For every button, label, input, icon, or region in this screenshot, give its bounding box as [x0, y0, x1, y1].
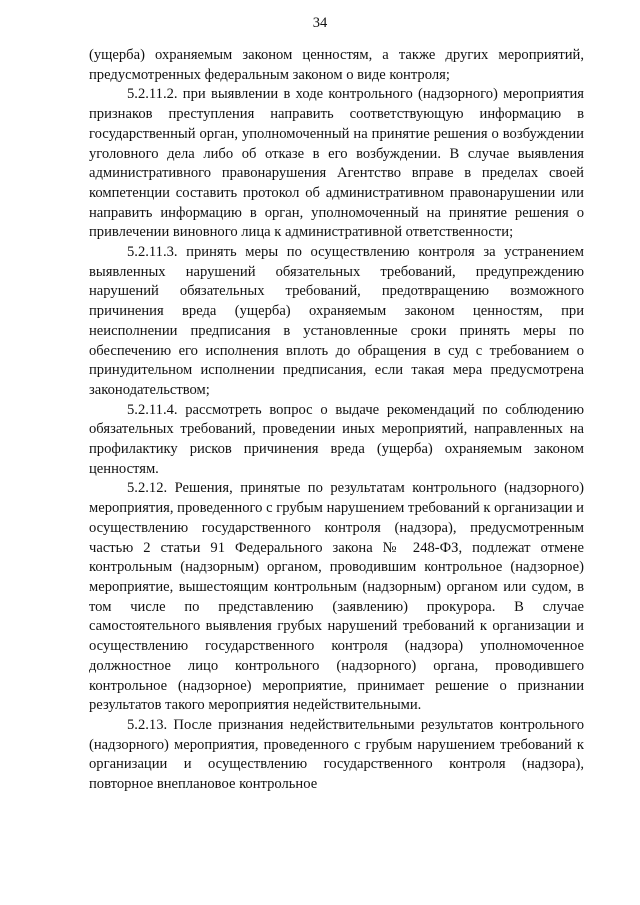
paragraph-5-2-11-3: 5.2.11.3. принять меры по осуществлению контроля за устранением выявленных нарушений обязательных требований, предупреждению нарушений обязательных требований, предотвращению возможного причинения вреда (ущерба) охраняемым законом ценностям, при неисполнении предписания в установленные сроки принять меры по обеспечению его исполнения вплоть до обращения в суд с требованием о принудительном исполнении предписания, если такая мера предусмотрена законодательством;	[89, 244, 584, 398]
page-number: 34	[312, 15, 328, 31]
paragraph-5-2-12: 5.2.12. Решения, принятые по результатам контрольного (надзорного) мероприятия, проведенного с грубым нарушением требований к организации и осуществлению государственного контроля (надзора), предусмотренным частью 2 статьи 91 Федерального закона № 248-ФЗ, подлежат отмене контрольным (надзорным) органом, проводившим контрольное (надзорное) мероприятие, вышестоящим контрольным (надзорным) органом или судом, в том числе по представлению (заявлению) прокурора. В случае самостоятельного выявления грубых нарушений требований к организации и осуществлению государственного контроля (надзора) уполномоченное должностное лицо контрольного (надзорного) органа, проводившего контрольное (надзорное) мероприятие, принимает решение о признании результатов такого мероприятия недействительными.	[89, 480, 584, 714]
paragraph-5-2-13: 5.2.13. После признания недействительными результатов контрольного (надзорного) мероприятия, проведенного с грубым нарушением требований к организации и осуществлению государственного контроля (надзора), повторное внеплановое контрольное	[89, 716, 584, 793]
body-text	[89, 46, 584, 795]
paragraph-continuation: (ущерба) охраняемым законом ценностям, а также других мероприятий, предусмотренных федеральным законом о виде контроля;	[89, 47, 584, 83]
paragraph-5-2-11-4: 5.2.11.4. рассмотреть вопрос о выдаче рекомендаций по соблюдению обязательных требований, проведении иных мероприятий, направленных на профилактику рисков причинения вреда (ущерба) охраняемым законом ценностям.	[89, 401, 584, 477]
paragraph-5-2-11-2: 5.2.11.2. при выявлении в ходе контрольного (надзорного) мероприятия признаков преступления направить соответствующую информацию в государственный орган, уполномоченный на принятие решения о возбуждении уголовного дела либо об отказе в его возбуждении. В случае выявления административного правонарушения Агентство вправе в пределах своей компетенции составить протокол об административном правонарушении или направить информацию в орган, уполномоченный на принятие решения о привлечении виновного лица к административной ответственности;	[89, 86, 584, 241]
